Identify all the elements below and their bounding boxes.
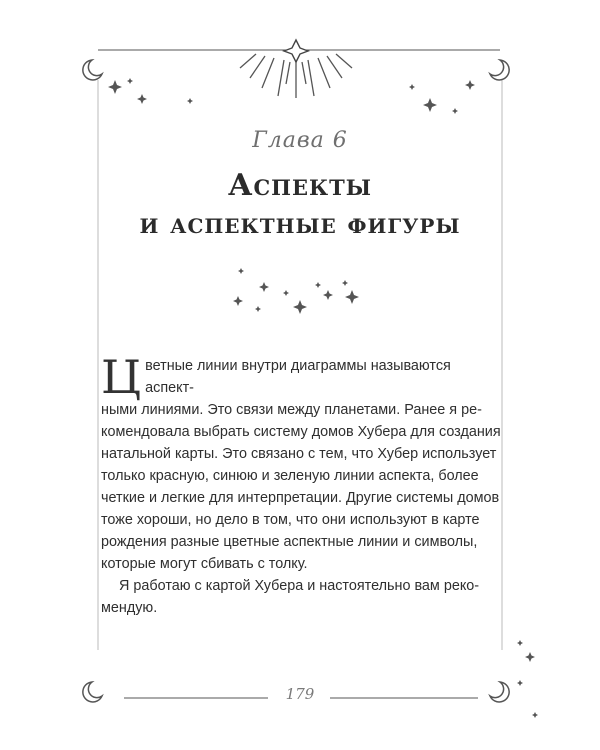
sparkle-icon [517,640,523,646]
sparkle-icon [187,98,193,104]
sparkle-icon [525,652,535,662]
body-text [101,350,501,619]
crescent-moon-icon [83,60,102,80]
chapter-title-line1: Аспекты [228,168,372,203]
chapter-title-line2: и аспектные фигуры [139,207,461,240]
sparkle-icon [532,712,538,718]
text-line: мендую. [101,600,158,616]
sparkle-icon [342,280,348,286]
text-line: которые могут сбивать с толку. [101,556,308,572]
sparkle-icon [452,108,458,114]
sparkle-icon [323,290,333,300]
sparkle-icon [238,268,244,274]
crescent-moon-icon [490,60,509,80]
text-line: рождения разные цветные аспектные линии и символы, [101,534,478,550]
paragraph-1 [101,350,501,575]
sparkle-icon [127,78,133,84]
text-line: четкие и легкие для интерпретации. Другие системы домов [101,490,500,506]
star-icon [284,40,308,62]
paragraph-2 [101,575,501,619]
chapter-title [0,168,600,244]
sparkle-icon [465,80,475,90]
text-line: Я работаю с картой Хубера и настоятельно вам реко- [119,578,480,594]
text-line: ными линиями. Это связи между планетами. Ранее я ре- [101,402,482,418]
sparkle-icon [283,290,289,296]
sparkle-icon [345,290,359,304]
sparkle-icon [137,94,147,104]
sparkle-icon [315,282,321,288]
text-line: только красную, синюю и зеленую линии аспекта, более [101,468,479,484]
sparkle-icon [409,84,415,90]
sparkle-icon [259,282,269,292]
sparkle-icon [293,300,307,314]
text-line: ветные линии внутри диаграммы называются аспект- [145,358,451,396]
text-line: комендовала выбрать систему домов Хубера для создания [101,424,501,440]
sparkle-icon [423,98,437,112]
page-number: 179 [285,685,315,703]
sparkle-icon [108,80,122,94]
sparkle-icon [255,306,261,312]
sparkle-icon [233,296,243,306]
chapter-label: Глава 6 [252,128,348,153]
drop-cap: Ц [101,350,142,404]
text-line: тоже хороши, но дело в том, что они используют в карте [101,512,480,528]
text-line: натальной карты. Это связано с тем, что Хубер использует [101,446,497,462]
